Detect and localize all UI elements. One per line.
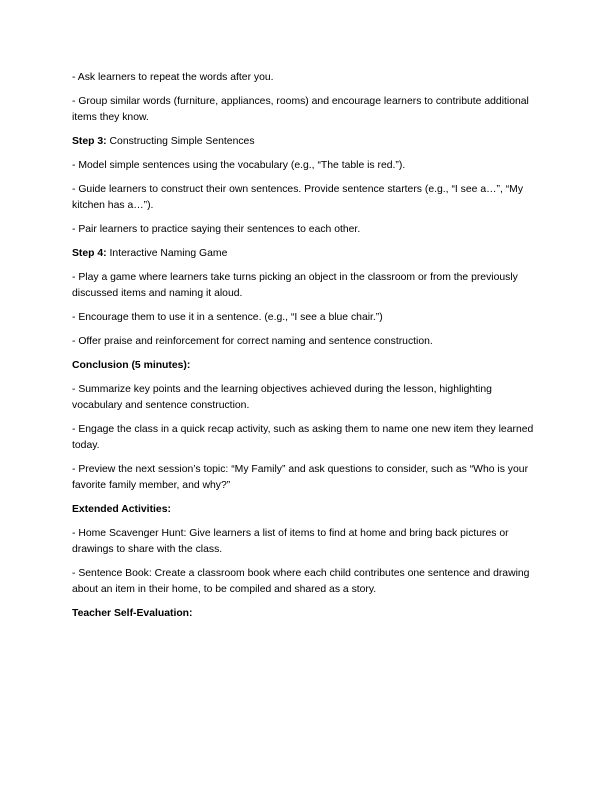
step-3-label: Step 3: — [72, 136, 107, 147]
paragraph-encourage-sentence: - Encourage them to use it in a sentence. (e.g., “I see a blue chair.”) — [72, 312, 383, 323]
paragraph-repeat-words: - Ask learners to repeat the words after you. — [72, 72, 274, 83]
paragraph-guide-learners: - Guide learners to construct their own sentences. Provide sentence starters (e.g., “I see a…”, “My kitchen has a…”). — [72, 184, 524, 211]
step-3-heading — [72, 134, 542, 150]
step-4-heading — [72, 246, 542, 262]
conclusion-heading: Conclusion (5 minutes): — [72, 360, 191, 371]
paragraph-model-sentences: - Model simple sentences using the vocabulary (e.g., “The table is red.”). — [72, 160, 406, 171]
paragraph-pair-learners: - Pair learners to practice saying their sentences to each other. — [72, 224, 361, 235]
paragraph-sentence-book: - Sentence Book: Create a classroom book where each child contributes one sentence and drawing about an item in their home, to be compiled and shared as a story. — [72, 568, 530, 595]
step-3-title: Constructing Simple Sentences — [109, 136, 255, 147]
paragraph-play-game: - Play a game where learners take turns picking an object in the classroom or from the previously discussed items and naming it aloud. — [72, 272, 518, 299]
paragraph-recap-activity: - Engage the class in a quick recap activity, such as asking them to name one new item they learned today. — [72, 424, 534, 451]
page-content — [72, 70, 542, 630]
teacher-self-evaluation-heading: Teacher Self-Evaluation: — [72, 608, 193, 619]
paragraph-scavenger-hunt: - Home Scavenger Hunt: Give learners a list of items to find at home and bring back pictures or drawings to share with the class. — [72, 528, 509, 555]
extended-activities-heading: Extended Activities: — [72, 504, 171, 515]
paragraph-summarize: - Summarize key points and the learning objectives achieved during the lesson, highlighting vocabulary and sentence construction. — [72, 384, 492, 411]
paragraph-preview-topic: - Preview the next session’s topic: “My Family” and ask questions to consider, such as “Who is your favorite family member, and why?” — [72, 464, 529, 491]
paragraph-offer-praise: - Offer praise and reinforcement for correct naming and sentence construction. — [72, 336, 433, 347]
paragraph-group-words: - Group similar words (furniture, appliances, rooms) and encourage learners to contribute additional items they know. — [72, 96, 529, 123]
step-4-label: Step 4: — [72, 248, 107, 259]
step-4-title: Interactive Naming Game — [109, 248, 228, 259]
